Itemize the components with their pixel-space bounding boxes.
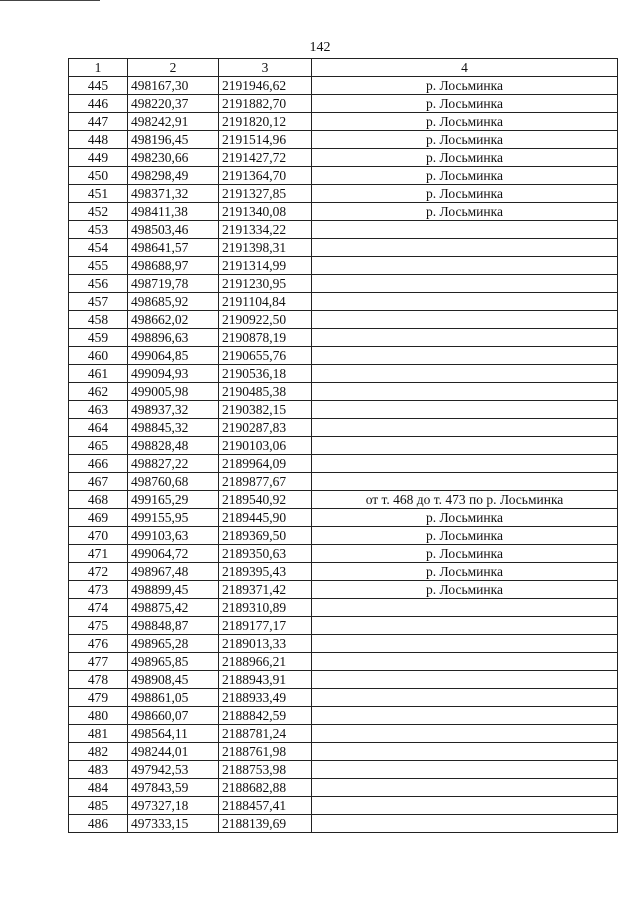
y-coordinate-cell: 2190878,19 — [219, 329, 312, 347]
description-cell — [312, 221, 618, 239]
description-cell — [312, 239, 618, 257]
point-number-cell: 466 — [69, 455, 128, 473]
description-cell: р. Лосьминка — [312, 581, 618, 599]
table-row — [69, 401, 618, 419]
table-row — [69, 527, 618, 545]
x-coordinate-cell: 498965,28 — [128, 635, 219, 653]
description-cell: р. Лосьминка — [312, 527, 618, 545]
y-coordinate-cell: 2188457,41 — [219, 797, 312, 815]
table-row — [69, 167, 618, 185]
table-row — [69, 563, 618, 581]
point-number-cell: 456 — [69, 275, 128, 293]
x-coordinate-cell: 498503,46 — [128, 221, 219, 239]
corner-rule — [0, 0, 100, 1]
y-coordinate-cell: 2191946,62 — [219, 77, 312, 95]
point-number-cell: 480 — [69, 707, 128, 725]
description-cell — [312, 347, 618, 365]
y-coordinate-cell: 2189310,89 — [219, 599, 312, 617]
x-coordinate-cell: 497333,15 — [128, 815, 219, 833]
column-header: 3 — [219, 59, 312, 77]
table-row — [69, 779, 618, 797]
point-number-cell: 464 — [69, 419, 128, 437]
point-number-cell: 474 — [69, 599, 128, 617]
point-number-cell: 448 — [69, 131, 128, 149]
point-number-cell: 483 — [69, 761, 128, 779]
y-coordinate-cell: 2188943,91 — [219, 671, 312, 689]
point-number-cell: 462 — [69, 383, 128, 401]
column-header: 2 — [128, 59, 219, 77]
table-row — [69, 455, 618, 473]
x-coordinate-cell: 498827,22 — [128, 455, 219, 473]
y-coordinate-cell: 2189877,67 — [219, 473, 312, 491]
description-cell: р. Лосьминка — [312, 113, 618, 131]
description-cell — [312, 689, 618, 707]
x-coordinate-cell: 498848,87 — [128, 617, 219, 635]
table-row — [69, 545, 618, 563]
point-number-cell: 473 — [69, 581, 128, 599]
table-row — [69, 491, 618, 509]
table-row — [69, 437, 618, 455]
table-row — [69, 509, 618, 527]
x-coordinate-cell: 499094,93 — [128, 365, 219, 383]
description-cell: от т. 468 до т. 473 по р. Лосьминка — [312, 491, 618, 509]
table-row — [69, 581, 618, 599]
y-coordinate-cell: 2191364,70 — [219, 167, 312, 185]
table-row — [69, 275, 618, 293]
point-number-cell: 447 — [69, 113, 128, 131]
description-cell: р. Лосьминка — [312, 203, 618, 221]
point-number-cell: 452 — [69, 203, 128, 221]
table-row — [69, 95, 618, 113]
y-coordinate-cell: 2189540,92 — [219, 491, 312, 509]
table-row — [69, 77, 618, 95]
x-coordinate-cell: 498662,02 — [128, 311, 219, 329]
description-cell — [312, 707, 618, 725]
point-number-cell: 470 — [69, 527, 128, 545]
y-coordinate-cell: 2191104,84 — [219, 293, 312, 311]
table-row — [69, 707, 618, 725]
x-coordinate-cell: 498167,30 — [128, 77, 219, 95]
point-number-cell: 471 — [69, 545, 128, 563]
y-coordinate-cell: 2191882,70 — [219, 95, 312, 113]
y-coordinate-cell: 2189445,90 — [219, 509, 312, 527]
point-number-cell: 461 — [69, 365, 128, 383]
x-coordinate-cell: 498828,48 — [128, 437, 219, 455]
y-coordinate-cell: 2188933,49 — [219, 689, 312, 707]
y-coordinate-cell: 2191514,96 — [219, 131, 312, 149]
x-coordinate-cell: 499103,63 — [128, 527, 219, 545]
table-row — [69, 221, 618, 239]
description-cell — [312, 671, 618, 689]
description-cell — [312, 455, 618, 473]
point-number-cell: 469 — [69, 509, 128, 527]
description-cell: р. Лосьминка — [312, 149, 618, 167]
table-row — [69, 257, 618, 275]
y-coordinate-cell: 2191314,99 — [219, 257, 312, 275]
description-cell: р. Лосьминка — [312, 185, 618, 203]
point-number-cell: 446 — [69, 95, 128, 113]
y-coordinate-cell: 2191340,08 — [219, 203, 312, 221]
description-cell — [312, 437, 618, 455]
description-cell — [312, 365, 618, 383]
table-row — [69, 113, 618, 131]
x-coordinate-cell: 498719,78 — [128, 275, 219, 293]
x-coordinate-cell: 498845,32 — [128, 419, 219, 437]
x-coordinate-cell: 498641,57 — [128, 239, 219, 257]
description-cell — [312, 419, 618, 437]
description-cell — [312, 653, 618, 671]
point-number-cell: 484 — [69, 779, 128, 797]
description-cell: р. Лосьминка — [312, 167, 618, 185]
y-coordinate-cell: 2190536,18 — [219, 365, 312, 383]
table-row — [69, 293, 618, 311]
point-number-cell: 477 — [69, 653, 128, 671]
point-number-cell: 481 — [69, 725, 128, 743]
x-coordinate-cell: 498660,07 — [128, 707, 219, 725]
column-header: 1 — [69, 59, 128, 77]
description-cell — [312, 293, 618, 311]
y-coordinate-cell: 2190287,83 — [219, 419, 312, 437]
table-row — [69, 383, 618, 401]
table-row — [69, 329, 618, 347]
y-coordinate-cell: 2191427,72 — [219, 149, 312, 167]
y-coordinate-cell: 2191398,31 — [219, 239, 312, 257]
table-row — [69, 185, 618, 203]
page-number: 142 — [309, 40, 331, 55]
point-number-cell: 455 — [69, 257, 128, 275]
y-coordinate-cell: 2188682,88 — [219, 779, 312, 797]
point-number-cell: 475 — [69, 617, 128, 635]
table-row — [69, 149, 618, 167]
table-row — [69, 797, 618, 815]
x-coordinate-cell: 498899,45 — [128, 581, 219, 599]
point-number-cell: 467 — [69, 473, 128, 491]
y-coordinate-cell: 2189350,63 — [219, 545, 312, 563]
x-coordinate-cell: 498965,85 — [128, 653, 219, 671]
point-number-cell: 472 — [69, 563, 128, 581]
x-coordinate-cell: 498875,42 — [128, 599, 219, 617]
x-coordinate-cell: 498244,01 — [128, 743, 219, 761]
y-coordinate-cell: 2189369,50 — [219, 527, 312, 545]
point-number-cell: 454 — [69, 239, 128, 257]
description-cell — [312, 815, 618, 833]
x-coordinate-cell: 498908,45 — [128, 671, 219, 689]
description-cell — [312, 779, 618, 797]
point-number-cell: 482 — [69, 743, 128, 761]
x-coordinate-cell: 499165,29 — [128, 491, 219, 509]
description-cell — [312, 635, 618, 653]
x-coordinate-cell: 498371,32 — [128, 185, 219, 203]
y-coordinate-cell: 2191820,12 — [219, 113, 312, 131]
description-cell: р. Лосьминка — [312, 131, 618, 149]
point-number-cell: 465 — [69, 437, 128, 455]
y-coordinate-cell: 2189013,33 — [219, 635, 312, 653]
point-number-cell: 458 — [69, 311, 128, 329]
point-number-cell: 450 — [69, 167, 128, 185]
description-cell: р. Лосьминка — [312, 509, 618, 527]
table-row — [69, 761, 618, 779]
description-cell: р. Лосьминка — [312, 77, 618, 95]
description-cell — [312, 329, 618, 347]
coordinates-table — [68, 58, 618, 833]
table-body — [69, 77, 618, 833]
x-coordinate-cell: 498196,45 — [128, 131, 219, 149]
description-cell: р. Лосьминка — [312, 95, 618, 113]
x-coordinate-cell: 498685,92 — [128, 293, 219, 311]
x-coordinate-cell: 497843,59 — [128, 779, 219, 797]
x-coordinate-cell: 498861,05 — [128, 689, 219, 707]
point-number-cell: 449 — [69, 149, 128, 167]
table-row — [69, 653, 618, 671]
point-number-cell: 486 — [69, 815, 128, 833]
table-row — [69, 311, 618, 329]
x-coordinate-cell: 498564,11 — [128, 725, 219, 743]
x-coordinate-cell: 499064,85 — [128, 347, 219, 365]
y-coordinate-cell: 2188966,21 — [219, 653, 312, 671]
y-coordinate-cell: 2190485,38 — [219, 383, 312, 401]
x-coordinate-cell: 499005,98 — [128, 383, 219, 401]
y-coordinate-cell: 2189371,42 — [219, 581, 312, 599]
point-number-cell: 457 — [69, 293, 128, 311]
point-number-cell: 451 — [69, 185, 128, 203]
x-coordinate-cell: 498298,49 — [128, 167, 219, 185]
y-coordinate-cell: 2189395,43 — [219, 563, 312, 581]
x-coordinate-cell: 498967,48 — [128, 563, 219, 581]
x-coordinate-cell: 498688,97 — [128, 257, 219, 275]
y-coordinate-cell: 2191334,22 — [219, 221, 312, 239]
y-coordinate-cell: 2189964,09 — [219, 455, 312, 473]
point-number-cell: 453 — [69, 221, 128, 239]
table-header-row — [69, 59, 618, 77]
description-cell — [312, 311, 618, 329]
y-coordinate-cell: 2188842,59 — [219, 707, 312, 725]
table-row — [69, 743, 618, 761]
table-row — [69, 347, 618, 365]
y-coordinate-cell: 2190655,76 — [219, 347, 312, 365]
point-number-cell: 468 — [69, 491, 128, 509]
table-row — [69, 599, 618, 617]
table-row — [69, 671, 618, 689]
description-cell — [312, 599, 618, 617]
column-header: 4 — [312, 59, 618, 77]
y-coordinate-cell: 2190382,15 — [219, 401, 312, 419]
table-row — [69, 725, 618, 743]
x-coordinate-cell: 498230,66 — [128, 149, 219, 167]
table-row — [69, 815, 618, 833]
x-coordinate-cell: 498760,68 — [128, 473, 219, 491]
x-coordinate-cell: 497327,18 — [128, 797, 219, 815]
table-row — [69, 473, 618, 491]
point-number-cell: 463 — [69, 401, 128, 419]
point-number-cell: 460 — [69, 347, 128, 365]
x-coordinate-cell: 498242,91 — [128, 113, 219, 131]
y-coordinate-cell: 2188781,24 — [219, 725, 312, 743]
y-coordinate-cell: 2190103,06 — [219, 437, 312, 455]
table-row — [69, 239, 618, 257]
description-cell — [312, 797, 618, 815]
point-number-cell: 479 — [69, 689, 128, 707]
point-number-cell: 476 — [69, 635, 128, 653]
description-cell: р. Лосьминка — [312, 545, 618, 563]
description-cell — [312, 743, 618, 761]
x-coordinate-cell: 498896,63 — [128, 329, 219, 347]
y-coordinate-cell: 2191230,95 — [219, 275, 312, 293]
y-coordinate-cell: 2189177,17 — [219, 617, 312, 635]
x-coordinate-cell: 498411,38 — [128, 203, 219, 221]
table-row — [69, 131, 618, 149]
table-row — [69, 203, 618, 221]
y-coordinate-cell: 2191327,85 — [219, 185, 312, 203]
description-cell — [312, 275, 618, 293]
x-coordinate-cell: 498220,37 — [128, 95, 219, 113]
description-cell — [312, 401, 618, 419]
point-number-cell: 478 — [69, 671, 128, 689]
description-cell: р. Лосьминка — [312, 563, 618, 581]
x-coordinate-cell: 498937,32 — [128, 401, 219, 419]
description-cell — [312, 383, 618, 401]
table-row — [69, 635, 618, 653]
description-cell — [312, 725, 618, 743]
y-coordinate-cell: 2190922,50 — [219, 311, 312, 329]
description-cell — [312, 473, 618, 491]
description-cell — [312, 257, 618, 275]
y-coordinate-cell: 2188753,98 — [219, 761, 312, 779]
x-coordinate-cell: 499064,72 — [128, 545, 219, 563]
table-row — [69, 419, 618, 437]
point-number-cell: 459 — [69, 329, 128, 347]
table-row — [69, 689, 618, 707]
point-number-cell: 445 — [69, 77, 128, 95]
description-cell — [312, 761, 618, 779]
y-coordinate-cell: 2188139,69 — [219, 815, 312, 833]
point-number-cell: 485 — [69, 797, 128, 815]
x-coordinate-cell: 499155,95 — [128, 509, 219, 527]
x-coordinate-cell: 497942,53 — [128, 761, 219, 779]
y-coordinate-cell: 2188761,98 — [219, 743, 312, 761]
description-cell — [312, 617, 618, 635]
table-row — [69, 365, 618, 383]
table-row — [69, 617, 618, 635]
